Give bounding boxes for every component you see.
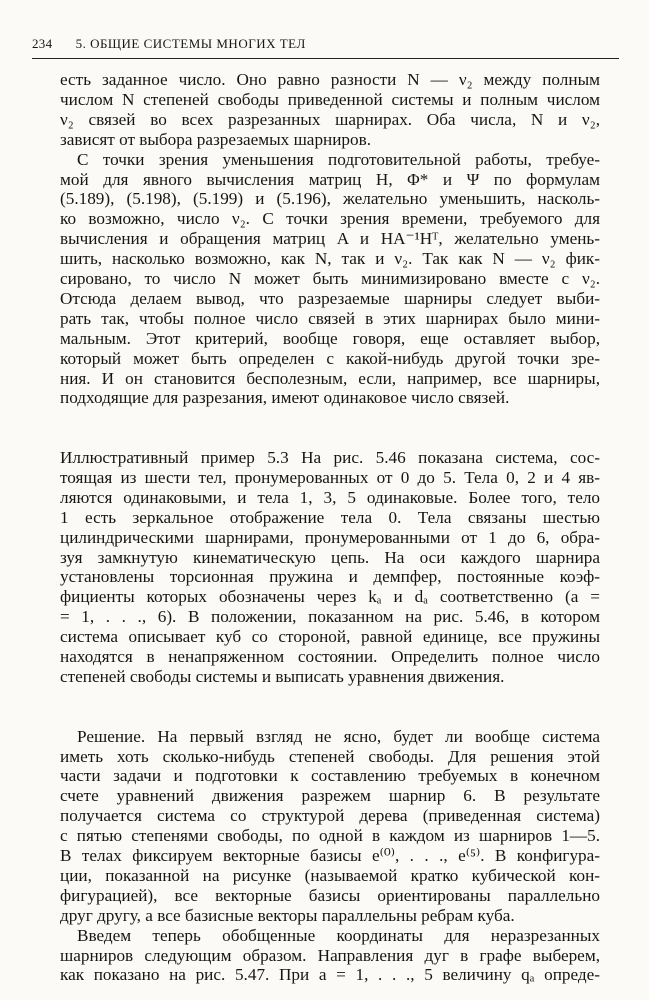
text-line: система описывает куб со стороной, равной единице, все пружины	[60, 627, 600, 646]
text-line: рать так, чтобы полное число связей в этих шарнирах было мини-	[60, 309, 600, 328]
text-line: тоящая из шести тел, пронумерованных от 0 до 5. Тела 0, 2 и 4 яв-	[60, 468, 600, 487]
text-line: есть заданное число. Оно равно разности N — ν₂ между полным	[60, 70, 600, 89]
text-line: Отсюда делаем вывод, что разрезаемые шарниры следует выби-	[60, 289, 600, 308]
text-line: иметь хоть сколько-нибудь степеней свободы. Для решения этой	[60, 747, 600, 766]
page-number: 234	[32, 36, 53, 51]
text-line: подходящие для разрезания, имеют одинаковое число связей.	[60, 388, 510, 407]
text-line: находятся в ненапряженном состоянии. Определить полное число	[60, 647, 600, 666]
text-line: мой для явного вычисления матриц H, Φ* и Ψ по формулам	[60, 170, 600, 189]
text-line: ляются одинаковыми, и тела 1, 3, 5 одинаковые. Более того, тело	[60, 488, 600, 507]
header-rule	[32, 58, 619, 59]
text-line: цилиндрическими шарнирами, пронумерованными от 1 до 6, обра-	[60, 528, 600, 547]
text-line: вычисления и обращения матриц A и HA⁻¹Hᵀ, желательно умень-	[60, 229, 600, 248]
text-line: Решение. На первый взгляд не ясно, будет ли вообще система	[77, 727, 600, 746]
text-line: как показано на рис. 5.47. При a = 1, . . ., 5 величину qₐ опреде-	[60, 965, 600, 984]
text-line: установлены торсионная пружина и демпфер, постоянные коэф-	[60, 567, 600, 586]
text-line: части задачи и подготовки к составлению требуемых в конечном	[60, 766, 600, 785]
text-line: 1 есть зеркальное отображение тела 0. Тела связаны шестью	[60, 508, 600, 527]
text-line: фициенты которых обозначены через kₐ и dₐ соответственно (a =	[60, 587, 600, 606]
text-line: шарниров следующим образом. Направления дуг в графе выберем,	[60, 946, 600, 965]
text-line: зависят от выбора разрезаемых шарниров.	[60, 130, 372, 149]
text-line: счете уравнений движения разрежем шарнир 6. В результате	[60, 786, 600, 805]
running-title: 5. ОБЩИЕ СИСТЕМЫ МНОГИХ ТЕЛ	[75, 36, 306, 51]
text-line: С точки зрения уменьшения подготовительной работы, требуе-	[77, 150, 600, 169]
text-line: (5.189), (5.198), (5.199) и (5.196), желательно уменьшить, насколь-	[60, 189, 600, 208]
text-line: сировано, то число N может быть минимизировано вместе с ν₂.	[60, 269, 600, 288]
text-line: ν₂ связей во всех разрезанных шарнирах. Оба числа, N и ν₂,	[60, 110, 600, 129]
text-line: ния. И он становится бесполезным, если, например, все шарниры,	[60, 369, 600, 388]
text-line: шить, насколько возможно, как N, так и ν₂. Так как N — ν₂ фик-	[60, 249, 600, 268]
text-line: числом N степеней свободы приведенной системы и полным числом	[60, 90, 600, 109]
text-line: ции, показанной на рисунке (называемой кратко кубической кон-	[60, 866, 600, 885]
text-line: получается система со структурой дерева (приведенная система)	[60, 806, 600, 825]
text-line: зуя замкнутую кинематическую цепь. На оси каждого шарнира	[60, 548, 600, 567]
text-line: с пятью степенями свободы, по одной в каждом из шарниров 1—5.	[60, 826, 600, 845]
text-line: друг другу, а все базисные векторы параллельны ребрам куба.	[60, 906, 515, 925]
text-line: мальным. Этот критерий, вообще говоря, еще оставляет выбор,	[60, 329, 600, 348]
text-line: Введем теперь обобщенные координаты для неразрезанных	[77, 926, 600, 945]
text-line: фигурацией), все векторные базисы ориентированы параллельно	[60, 886, 600, 905]
text-line: Иллюстративный пример 5.3 На рис. 5.46 показана система, сос-	[60, 448, 600, 467]
text-line: ко возможно, число ν₂. С точки зрения времени, требуемого для	[60, 209, 600, 228]
text-line: = 1, . . ., 6). В положении, показанном на рис. 5.46, в котором	[60, 607, 600, 626]
text-line: степеней свободы системы и выписать уравнения движения.	[60, 667, 505, 686]
text-line: В телах фиксируем векторные базисы e⁽⁰⁾, . . ., e⁽⁵⁾. В конфигура-	[60, 846, 600, 865]
text-line: который может быть определен с какой-нибудь другой точки зре-	[60, 349, 600, 368]
running-header	[32, 36, 617, 52]
